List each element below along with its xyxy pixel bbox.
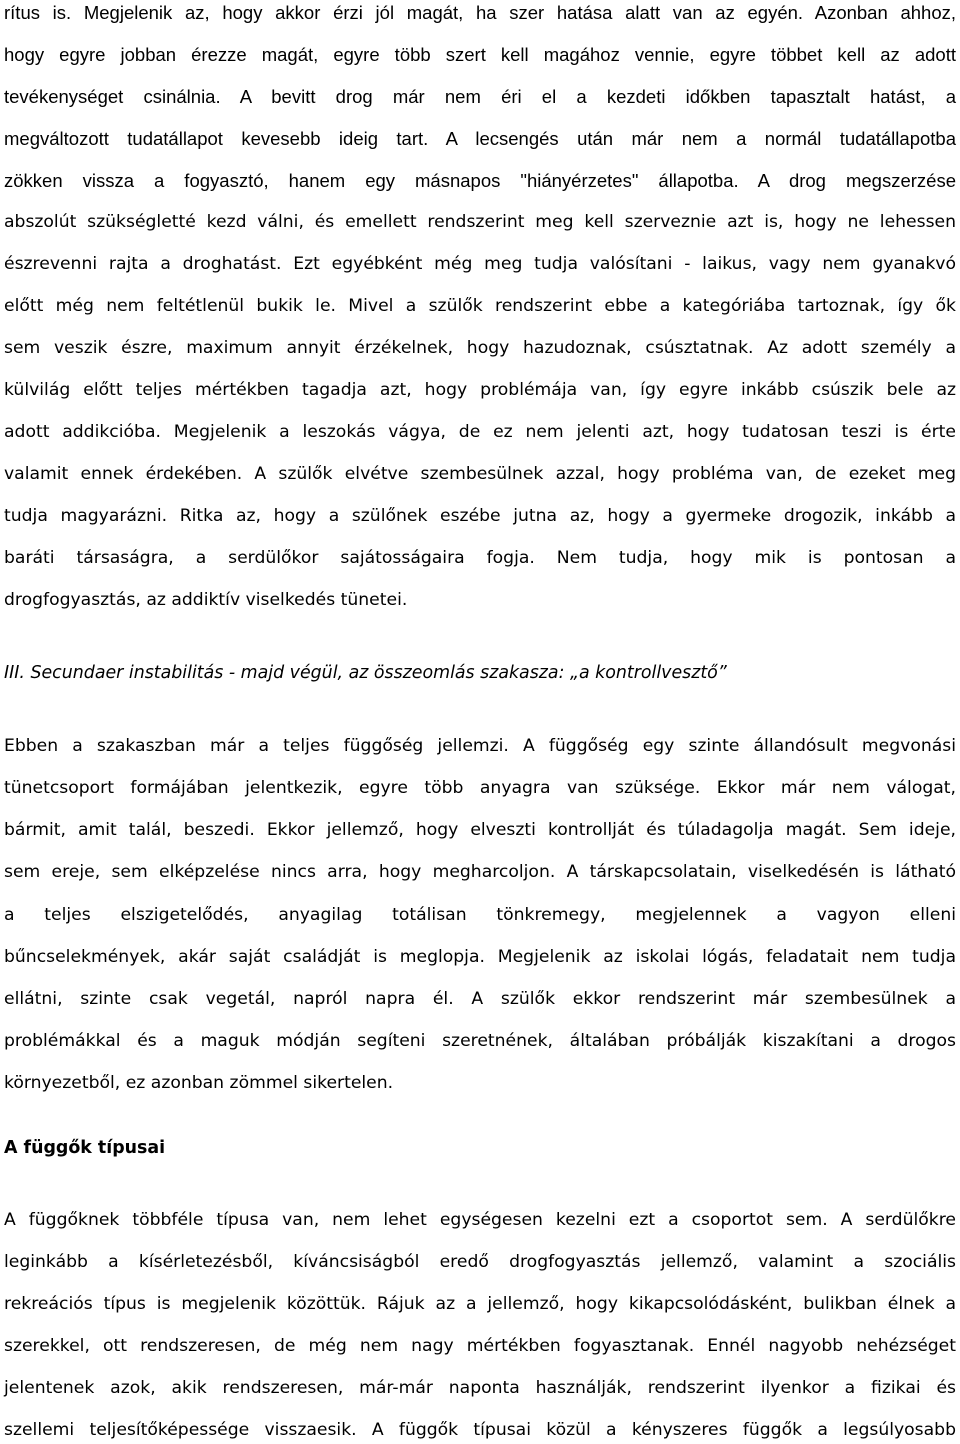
paragraph-line: A függőknek többféle típusa van, nem lehet egységesen kezelni ezt a csoportot sem. A serdülőkre bbox=[4, 1210, 956, 1230]
section-heading: III. Secundaer instabilitás - majd végül, az összeomlás szakasza: „a kontrollvesztő” bbox=[4, 663, 727, 683]
paragraph-line: megváltozott tudatállapot kevesebb ideig tart. A lecsengés után már nem a normál tudatállapotba bbox=[4, 128, 956, 149]
paragraph-line: Ebben a szakaszban már a teljes függőség jellemzi. A függőség egy szinte állandósult megvonási bbox=[4, 736, 956, 756]
paragraph-line: jelentenek azok, akik rendszeresen, már-már naponta használják, rendszerint ilyenkor a fizikai és bbox=[4, 1378, 956, 1398]
paragraph-line: sem veszik észre, maximum annyit érzékelnek, hogy hazudoznak, csúsztatnak. Az adott személy a bbox=[4, 338, 956, 358]
paragraph-line: a teljes elszigetelődés, anyagilag totálisan tönkremegy, megjelennek a vagyon elleni bbox=[4, 905, 956, 925]
paragraph-line: sem ereje, sem elképzelése nincs arra, hogy megharcoljon. A társkapcsolatain, viselkedésén is látható bbox=[4, 862, 956, 882]
paragraph-line: rítus is. Megjelenik az, hogy akkor érzi jól magát, ha szer hatása alatt van az egyén. Azonban ahhoz, bbox=[4, 2, 956, 23]
paragraph-line: bármit, amit talál, beszedi. Ekkor jellemző, hogy elveszti kontrollját és túladagolja magát. Sem ideje, bbox=[4, 820, 956, 840]
paragraph-line: külvilág előtt teljes mértékben tagadja azt, hogy problémája van, így egyre inkább csúszik bele az bbox=[4, 380, 956, 400]
paragraph-line: szerekkel, ott rendszeresen, de még nem nagy mértékben fogyasztanak. Ennél nagyobb nehézséget bbox=[4, 1336, 956, 1356]
paragraph-line: valamit ennek érdekében. A szülők elvétve szembesülnek azzal, hogy probléma van, de ezeket meg bbox=[4, 464, 956, 484]
paragraph-line: leginkább a kísérletezésből, kíváncsiságból eredő drogfogyasztás jellemző, valamint a szociális bbox=[4, 1252, 956, 1272]
paragraph-line: hogy egyre jobban érezze magát, egyre több szert kell magához vennie, egyre többet kell az adott bbox=[4, 44, 956, 65]
paragraph-line: tevékenységet csinálnia. A bevitt drog már nem éri el a kezdeti időkben tapasztalt hatást, a bbox=[4, 86, 956, 107]
paragraph-line: tudja magyarázni. Ritka az, hogy a szülőnek eszébe jutna az, hogy a gyermeke drogozik, inkább a bbox=[4, 506, 956, 526]
paragraph-line: abszolút szükségletté kezd válni, és emellett rendszerint meg kell szerveznie azt is, hogy ne lehessen bbox=[4, 212, 956, 232]
paragraph-line: tünetcsoport formájában jelentkezik, egyre több anyagra van szüksége. Ekkor már nem válogat, bbox=[4, 778, 956, 798]
paragraph-line: észrevenni rajta a droghatást. Ezt egyébként még meg tudja valósítani - laikus, vagy nem gyanakvó bbox=[4, 254, 956, 274]
paragraph-line: problémákkal és a maguk módján segíteni szeretnének, általában próbálják kiszakítani a drogos bbox=[4, 1031, 956, 1051]
paragraph-line: zökken vissza a fogyasztó, hanem egy másnapos "hiányérzetes" állapotba. A drog megszerzése bbox=[4, 170, 956, 191]
paragraph-line: szellemi teljesítőképessége visszaesik. A függők típusai közül a kényszeres függők a legsúlyosabb bbox=[4, 1420, 956, 1440]
paragraph-line: baráti társaságra, a serdülőkor sajátosságaira fogja. Nem tudja, hogy mik is pontosan a bbox=[4, 548, 956, 568]
paragraph-line: bűncselekmények, akár saját családját is meglopja. Megjelenik az iskolai lógás, feladatait nem tudja bbox=[4, 947, 956, 967]
section-heading: A függők típusai bbox=[4, 1138, 166, 1158]
paragraph-line: ellátni, szinte csak vegetál, napról napra él. A szülők ekkor rendszerint már szembesülnek a bbox=[4, 989, 956, 1009]
paragraph-line: adott addikcióba. Megjelenik a leszokás vágya, de ez nem jelenti azt, hogy tudatosan teszi is érte bbox=[4, 422, 956, 442]
paragraph-line: rekreációs típus is megjelenik közöttük. Rájuk az a jellemző, hogy kikapcsolódásként, bulikban élnek a bbox=[4, 1294, 956, 1314]
paragraph-line: előtt még nem feltétlenül bukik le. Mivel a szülők rendszerint ebbe a kategóriába tartoznak, így ők bbox=[4, 296, 956, 316]
paragraph-line: környezetből, ez azonban zömmel sikertelen. bbox=[4, 1073, 394, 1093]
paragraph-line: drogfogyasztás, az addiktív viselkedés tünetei. bbox=[4, 590, 408, 610]
